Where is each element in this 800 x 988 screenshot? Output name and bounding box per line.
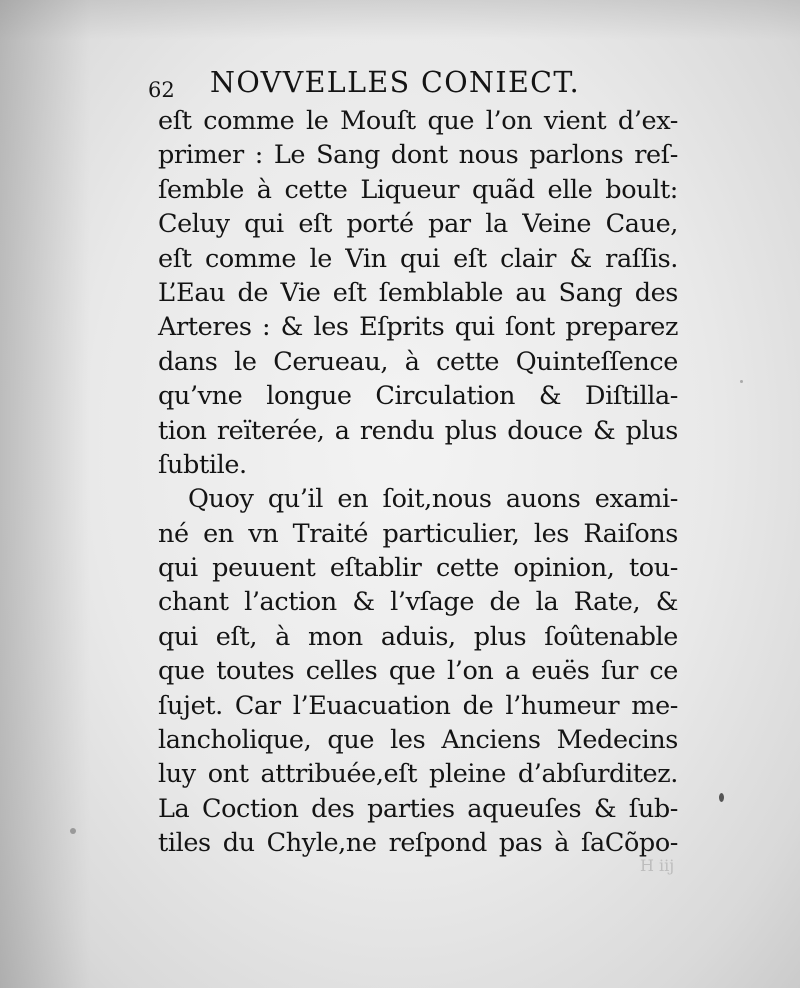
text-line: tion reïterée, a rendu plus douce & plus bbox=[158, 415, 678, 446]
text-line: qui peuuent eſtablir cette opinion, tou- bbox=[158, 553, 678, 584]
text-line: primer : Le Sang dont nous parlons reſ- bbox=[158, 140, 678, 171]
text-line: La Coction des parties aqueuſes & ſub- bbox=[158, 793, 678, 824]
text-line: luy ont attribuée,eſt pleine d’abſurditez. bbox=[158, 759, 678, 790]
paper-speck bbox=[719, 793, 724, 802]
text-line: eſt comme le Mouſt que l’on vient d’ex- bbox=[158, 106, 678, 136]
text-line: ſujet. Car l’Euacuation de l’humeur me- bbox=[158, 690, 678, 721]
body-text bbox=[158, 104, 678, 861]
text-line: eſt comme le Vin qui eſt clair & raſſis. bbox=[158, 243, 678, 274]
text-line: Celuy qui eſt porté par la Veine Caue, bbox=[158, 209, 678, 240]
catchword: H iij bbox=[640, 856, 675, 875]
text-line: L’Eau de Vie eſt ſemblable au Sang des bbox=[158, 277, 678, 308]
text-line: dans le Cerueau, à cette Quinteſſence bbox=[158, 346, 678, 377]
paper-speck bbox=[70, 828, 76, 834]
text-line: chant l’action & l’vſage de la Rate, & bbox=[158, 587, 678, 618]
running-title: NOVVELLES CONIECT. bbox=[210, 66, 581, 99]
paper-speck bbox=[740, 380, 743, 383]
text-line: qu’vne longue Circulation & Diſtilla- bbox=[158, 381, 678, 412]
page-number: 62 bbox=[148, 78, 175, 102]
top-edge-shadow bbox=[0, 0, 800, 40]
text-line: ſemble à cette Liqueur quãd elle boult: bbox=[158, 174, 678, 205]
text-line: que toutes celles que l’on a euës ſur ce bbox=[158, 656, 678, 687]
page-header bbox=[148, 66, 668, 106]
text-line: ſubtile. bbox=[158, 449, 247, 480]
text-line: qui eſt, à mon aduis, plus ſoûtenable bbox=[158, 621, 678, 652]
text-line: Arteres : & les Eſprits qui ſont preparez bbox=[158, 312, 678, 343]
text-line: lancholique, que les Anciens Medecins bbox=[158, 725, 678, 756]
gutter-shadow bbox=[0, 0, 90, 988]
text-line: né en vn Traité particulier, les Raiſons bbox=[158, 518, 678, 549]
text-line: Quoy qu’il en ſoit,nous auons exami- bbox=[188, 484, 678, 515]
text-line: tiles du Chyle,ne reſpond pas à ſaCõpo- bbox=[158, 828, 678, 859]
